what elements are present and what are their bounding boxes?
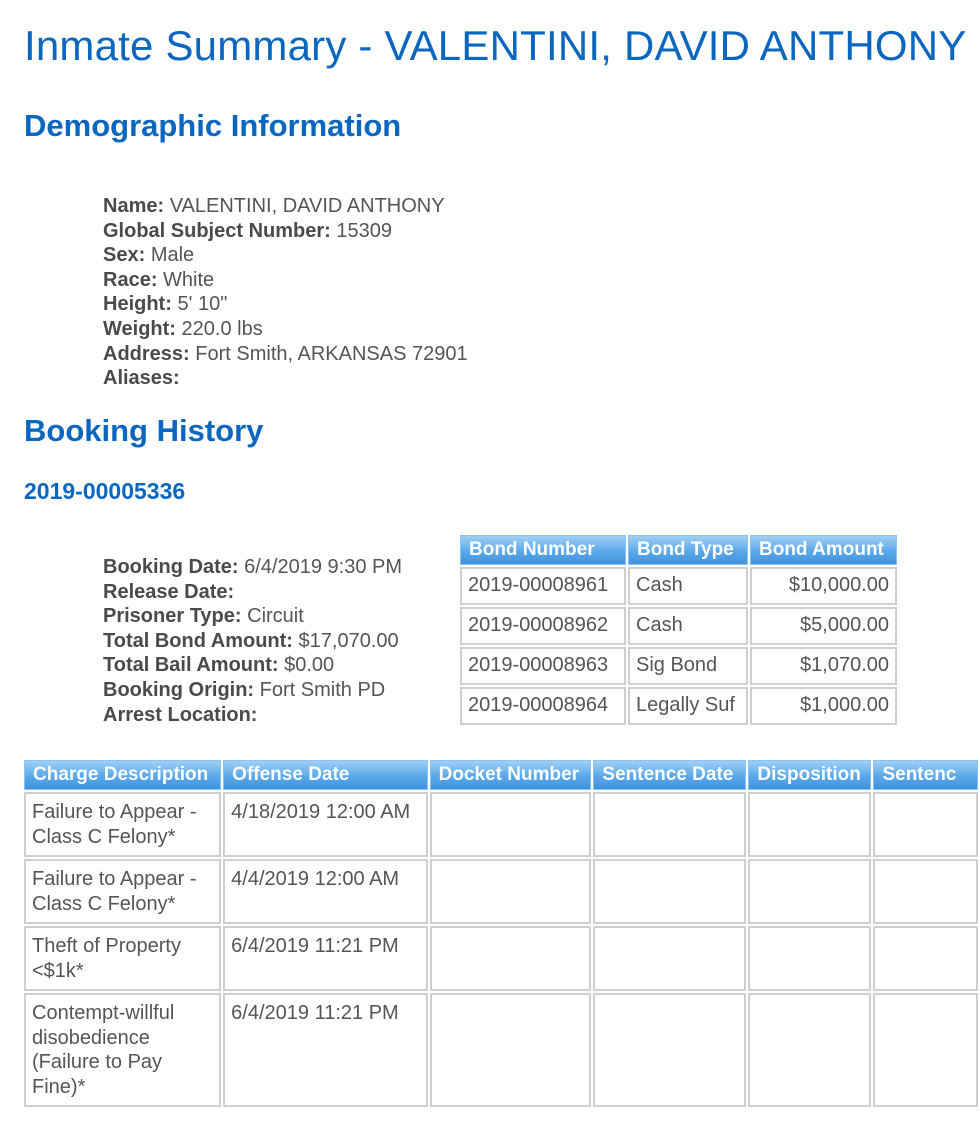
- disposition-cell: [748, 926, 871, 991]
- info-value: Fort Smith, ARKANSAS 72901: [195, 342, 468, 365]
- info-value: 5' 10": [177, 293, 228, 316]
- charge-description-cell: Theft of Property <$1k*: [24, 926, 221, 991]
- docket-number-cell: [430, 859, 592, 924]
- info-label: Arrest Location:: [103, 703, 258, 726]
- info-row-arrest-location: [103, 703, 402, 728]
- info-row-release-date: [103, 580, 402, 605]
- info-value: 6/4/2019 9:30 PM: [244, 556, 403, 578]
- disposition-cell: [748, 859, 871, 924]
- demographic-info-list: [103, 194, 468, 391]
- docket-number-cell: [430, 792, 592, 857]
- charge-description-cell: Failure to Appear - Class C Felony*: [24, 859, 221, 924]
- bond-amount-cell: $10,000.00: [750, 567, 897, 605]
- docket-number-header: Docket Number: [430, 760, 592, 790]
- booking-info-list: [103, 555, 402, 727]
- sentence-date-header: Sentence Date: [593, 760, 746, 790]
- info-row-total-bond-amount: [103, 629, 402, 654]
- info-label: Prisoner Type:: [103, 605, 242, 628]
- table-row: [24, 859, 978, 924]
- bond-type-cell: Cash: [628, 607, 748, 645]
- offense-date-cell: 4/18/2019 12:00 AM: [223, 792, 427, 857]
- sentence-cell: [873, 792, 978, 857]
- offense-date-header: Offense Date: [223, 760, 427, 790]
- bond-number-cell: 2019-00008964: [460, 687, 626, 725]
- sentence-header: Sentenc: [873, 760, 978, 790]
- info-label: Booking Origin:: [103, 678, 255, 701]
- bond-number-cell: 2019-00008963: [460, 647, 626, 685]
- sentence-date-cell: [593, 792, 746, 857]
- table-row: [460, 687, 897, 725]
- info-value: Male: [150, 244, 195, 267]
- info-value: $17,070.00: [298, 629, 399, 652]
- info-row-prisoner-type: [103, 604, 402, 629]
- info-label: Release Date:: [103, 580, 235, 603]
- bond-table: [458, 533, 899, 727]
- demographic-section-title: Demographic Information: [24, 108, 402, 143]
- bond-amount-header: Bond Amount: [750, 535, 897, 565]
- booking-history-section-title: Booking History: [24, 413, 264, 448]
- table-row: [24, 926, 978, 991]
- bond-amount-cell: $1,070.00: [750, 647, 897, 685]
- table-row: [24, 993, 978, 1107]
- info-row-booking-date: [103, 555, 402, 580]
- sentence-cell: [873, 859, 978, 924]
- info-row-address: [103, 342, 468, 367]
- charge-description-header: Charge Description: [24, 760, 221, 790]
- bond-number-cell: 2019-00008961: [460, 567, 626, 605]
- sentence-cell: [873, 993, 978, 1107]
- disposition-cell: [748, 993, 871, 1107]
- bond-table-header-row: [460, 535, 897, 565]
- charge-description-cell: Contempt-willful disobedience (Failure to Pay Fine)*: [24, 993, 221, 1107]
- charge-table-header-row: [24, 760, 978, 790]
- info-label: Race:: [103, 268, 158, 291]
- info-row-weight: [103, 317, 468, 342]
- info-label: Total Bail Amount:: [103, 654, 279, 677]
- booking-number-heading: 2019-00005336: [24, 478, 186, 504]
- info-row-height: [103, 292, 468, 317]
- info-value: VALENTINI, DAVID ANTHONY: [169, 195, 445, 217]
- info-label: Total Bond Amount:: [103, 629, 293, 652]
- info-label: Aliases:: [103, 367, 180, 390]
- sentence-date-cell: [593, 926, 746, 991]
- offense-date-cell: 4/4/2019 12:00 AM: [223, 859, 427, 924]
- info-label: Weight:: [103, 317, 176, 340]
- bond-type-cell: Sig Bond: [628, 647, 748, 685]
- info-label: Sex:: [103, 244, 146, 267]
- offense-date-cell: 6/4/2019 11:21 PM: [223, 926, 427, 991]
- info-row-aliases: [103, 366, 468, 391]
- info-value: 15309: [336, 219, 392, 242]
- bond-type-cell: Legally Suf: [628, 687, 748, 725]
- disposition-cell: [748, 792, 871, 857]
- info-row-name: [103, 194, 468, 219]
- info-label: Global Subject Number:: [103, 219, 331, 242]
- table-row: [460, 647, 897, 685]
- info-row-race: [103, 268, 468, 293]
- docket-number-cell: [430, 926, 592, 991]
- info-value: 220.0 lbs: [181, 317, 263, 340]
- info-value: Circuit: [247, 605, 304, 628]
- info-value: $0.00: [284, 654, 335, 677]
- table-row: [460, 607, 897, 645]
- info-label: Booking Date:: [103, 556, 239, 578]
- table-row: [24, 792, 978, 857]
- offense-date-cell: 6/4/2019 11:21 PM: [223, 993, 427, 1107]
- charge-table: [22, 758, 980, 1109]
- sentence-date-cell: [593, 859, 746, 924]
- sentence-cell: [873, 926, 978, 991]
- page-title: Inmate Summary - VALENTINI, DAVID ANTHONY: [24, 22, 967, 69]
- info-row-booking-origin: [103, 678, 402, 703]
- bond-type-header: Bond Type: [628, 535, 748, 565]
- info-value: Fort Smith PD: [259, 678, 386, 701]
- info-label: Address:: [103, 342, 190, 365]
- bond-amount-cell: $5,000.00: [750, 607, 897, 645]
- bond-amount-cell: $1,000.00: [750, 687, 897, 725]
- info-value: White: [163, 268, 215, 291]
- docket-number-cell: [430, 993, 592, 1107]
- info-label: Height:: [103, 293, 172, 316]
- bond-number-header: Bond Number: [460, 535, 626, 565]
- bond-number-cell: 2019-00008962: [460, 607, 626, 645]
- disposition-header: Disposition: [748, 760, 871, 790]
- charge-table-container: [22, 758, 980, 1130]
- charge-description-cell: Failure to Appear - Class C Felony*: [24, 792, 221, 857]
- table-row: [460, 567, 897, 605]
- info-row-global-subject-number: [103, 219, 468, 244]
- bond-type-cell: Cash: [628, 567, 748, 605]
- info-label: Name:: [103, 195, 165, 217]
- sentence-date-cell: [593, 993, 746, 1107]
- info-row-sex: [103, 243, 468, 268]
- info-row-total-bail-amount: [103, 653, 402, 678]
